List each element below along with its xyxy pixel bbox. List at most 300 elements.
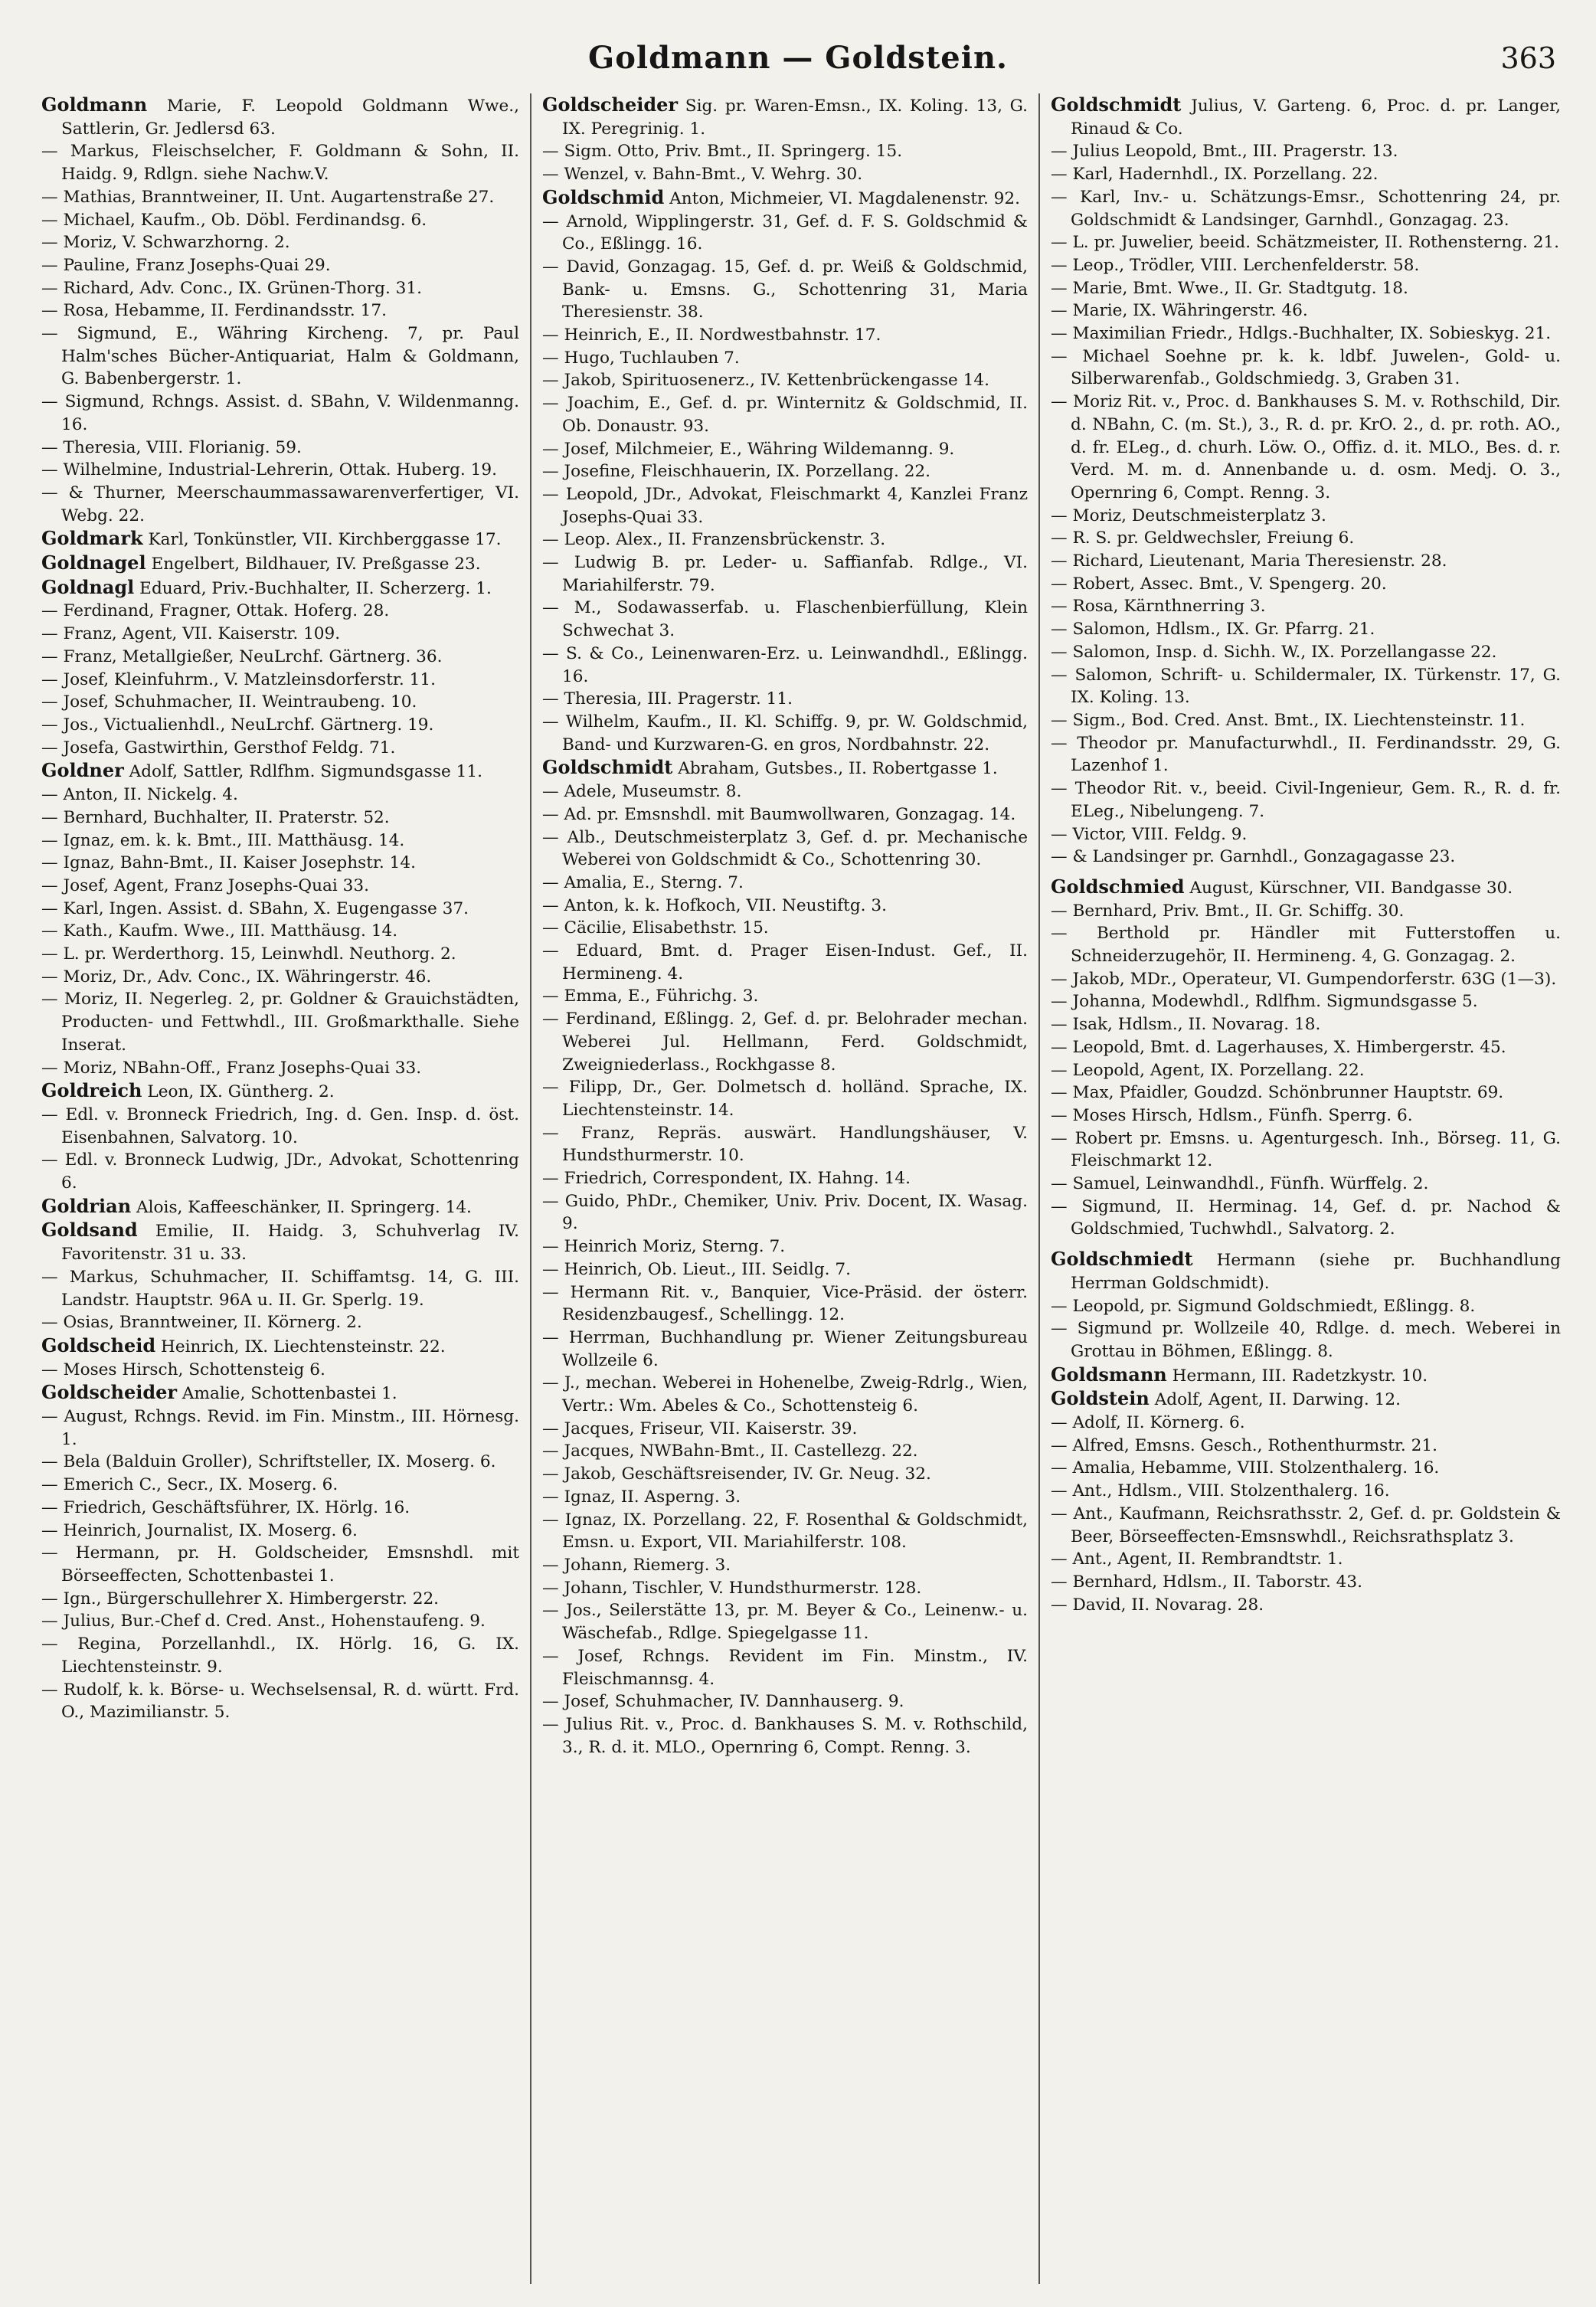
directory-entry bbox=[1051, 345, 1561, 391]
directory-entry bbox=[41, 898, 519, 921]
entry-text: — Bernhard, Priv. Bmt., II. Gr. Schiffg. 30. bbox=[1051, 901, 1405, 921]
directory-entry bbox=[542, 163, 1028, 186]
directory-entry bbox=[1051, 1412, 1561, 1435]
entry-text: — Jakob, MDr., Operateur, VI. Gumpendorferstr. 63G (1—3). bbox=[1051, 969, 1557, 989]
entry-text: — Ferdinand, Fragner, Ottak. Hoferg. 28. bbox=[41, 601, 390, 621]
directory-entry bbox=[542, 985, 1028, 1008]
entry-text: — Josef, Kleinfuhrm., V. Matzleinsdorferstr. 11. bbox=[41, 669, 436, 689]
entry-surname: Goldstein bbox=[1051, 1387, 1150, 1410]
directory-entry bbox=[542, 551, 1028, 597]
entry-text: — Isak, Hdlsm., II. Novarag. 18. bbox=[1051, 1015, 1321, 1035]
directory-entry bbox=[41, 576, 519, 600]
directory-entry bbox=[1051, 1295, 1561, 1318]
directory-entry bbox=[41, 1311, 519, 1334]
directory-entry bbox=[41, 691, 519, 714]
entry-text: — Robert pr. Emsns. u. Agenturgesch. Inh., Börseg. 11, G. Fleischmarkt 12. bbox=[1051, 1128, 1561, 1171]
directory-entry bbox=[542, 1327, 1028, 1372]
directory-entry bbox=[542, 895, 1028, 918]
directory-entry bbox=[41, 1633, 519, 1678]
directory-entry bbox=[1051, 1548, 1561, 1571]
entry-text: — Adolf, II. Körnerg. 6. bbox=[1051, 1413, 1245, 1433]
entry-text: — Kath., Kaufm. Wwe., III. Matthäusg. 14. bbox=[41, 921, 398, 941]
entry-text: Eduard, Priv.-Buchhalter, II. Scherzerg. 1. bbox=[134, 578, 492, 598]
directory-entry bbox=[41, 1149, 519, 1194]
entry-text: Engelbert, Bildhauer, IV. Preßgasse 23. bbox=[146, 555, 481, 574]
entry-text: Adolf, Agent, II. Darwing. 12. bbox=[1149, 1390, 1401, 1410]
directory-entry bbox=[41, 1104, 519, 1149]
directory-entry bbox=[1051, 299, 1561, 322]
entry-text: — Sigmund, Rchngs. Assist. d. SBahn, V. Wildenmanng. 16. bbox=[41, 392, 519, 434]
entry-text: — Michael Soehne pr. k. k. ldbf. Juwelen-, Gold- u. Silberwarenfab., Goldschmiedg. 3, Graben 31. bbox=[1051, 346, 1561, 389]
directory-entry bbox=[542, 688, 1028, 711]
entry-text: — Sigm. Otto, Priv. Bmt., II. Springerg. 15. bbox=[542, 142, 903, 162]
directory-entry bbox=[41, 1610, 519, 1633]
directory-entry bbox=[41, 1451, 519, 1474]
directory-entry bbox=[1051, 573, 1561, 596]
entry-text: — Moriz, NBahn-Off., Franz Josephs-Quai 33. bbox=[41, 1058, 422, 1078]
entry-surname: Goldschmid bbox=[542, 185, 665, 208]
directory-entry bbox=[41, 527, 519, 551]
directory-entry bbox=[1051, 186, 1561, 231]
entry-text: — Moses Hirsch, Schottensteig 6. bbox=[41, 1360, 325, 1379]
entry-text: — Hermann Rit. v., Banquier, Vice-Präsid. der österr. Residenzbaugesf., Schellingg. 12. bbox=[542, 1282, 1028, 1325]
directory-entry bbox=[542, 140, 1028, 163]
directory-entry bbox=[41, 1679, 519, 1724]
directory-entry bbox=[542, 460, 1028, 483]
directory-entry bbox=[41, 646, 519, 669]
directory-entry bbox=[41, 920, 519, 943]
directory-entry bbox=[1051, 641, 1561, 664]
entry-text: — Ferdinand, Eßlingg. 2, Gef. d. pr. Belohrader mechan. Weberei Jul. Hellmann, Ferd. Goldschmidt, Zweigniederlass., Rockhgasse 8. bbox=[542, 1010, 1028, 1075]
directory-entry bbox=[1051, 732, 1561, 777]
directory-entry bbox=[1051, 922, 1561, 967]
directory-entry bbox=[1051, 968, 1561, 991]
entry-text: — Julius, Bur.-Chef d. Cred. Anst., Hohenstaufeng. 9. bbox=[41, 1612, 486, 1631]
directory-entry bbox=[1051, 505, 1561, 528]
entry-text: — Leopold, JDr., Advokat, Fleischmarkt 4, Kanzlei Franz Josephs-Quai 33. bbox=[542, 484, 1028, 527]
directory-entry bbox=[542, 1235, 1028, 1258]
directory-entry bbox=[41, 1057, 519, 1080]
directory-entry bbox=[542, 256, 1028, 324]
entry-text: — Emma, E., Führichg. 3. bbox=[542, 987, 759, 1006]
directory-entry bbox=[542, 1463, 1028, 1486]
entry-text: — Ad. pr. Emsnshdl. mit Baumwollwaren, Gonzagag. 14. bbox=[542, 804, 1016, 824]
directory-entry bbox=[1051, 990, 1561, 1013]
directory-entry bbox=[542, 1577, 1028, 1600]
directory-entry bbox=[41, 1266, 519, 1311]
entry-text: — August, Rchngs. Revid. im Fin. Minstm., III. Hörnesg. 1. bbox=[41, 1407, 519, 1449]
directory-entry bbox=[41, 807, 519, 830]
entry-text: — Leop. Alex., II. Franzensbrückenstr. 3. bbox=[542, 530, 886, 550]
entry-text: — Karl, Hadernhdl., IX. Porzellang. 22. bbox=[1051, 165, 1379, 185]
directory-entry bbox=[1051, 1127, 1561, 1173]
entry-surname: Goldschmidt bbox=[542, 756, 673, 779]
directory-entry bbox=[41, 830, 519, 852]
entry-text: — R. S. pr. Geldwechsler, Freiung 6. bbox=[1051, 528, 1355, 548]
entry-text: — Ant., Kaufmann, Reichsrathsstr. 2, Gef. d. pr. Goldstein & Beer, Börseeffecten-Emsnswhdl., Reichsrathsplatz 3. bbox=[1051, 1504, 1561, 1546]
directory-entry bbox=[1051, 140, 1561, 163]
entry-text: — Salomon, Schrift- u. Schildermaler, IX. Türkenstr. 17, G. IX. Koling. 13. bbox=[1051, 665, 1561, 708]
entry-text: — Heinrich, E., II. Nordwestbahnstr. 17. bbox=[542, 326, 881, 345]
directory-entry bbox=[41, 784, 519, 807]
directory-entry bbox=[1051, 1013, 1561, 1036]
entry-text: — Julius Rit. v., Proc. d. Bankhauses S. M. v. Rothschild, 3., R. d. it. MLO., Opernring 6, Compt. Renng. 3. bbox=[542, 1714, 1028, 1757]
directory-entry bbox=[542, 392, 1028, 437]
entry-text: — Samuel, Leinwandhdl., Fünfh. Würffelg. 2. bbox=[1051, 1174, 1429, 1194]
directory-entry bbox=[542, 1599, 1028, 1644]
entry-text: — Karl, Inv.- u. Schätzungs-Emsr., Schottenring 24, pr. Goldschmidt & Landsinger, Garnhdl., Gonzagag. 23. bbox=[1051, 187, 1561, 230]
page-title: Goldmann — Goldstein. bbox=[588, 40, 1008, 76]
entry-text: — Josef, Agent, Franz Josephs-Quai 33. bbox=[41, 875, 369, 895]
entry-text: — Victor, VIII. Feldg. 9. bbox=[1051, 824, 1248, 844]
directory-entry bbox=[1051, 875, 1561, 900]
entry-text: — Guido, PhDr., Chemiker, Univ. Priv. Docent, IX. Wasag. 9. bbox=[542, 1191, 1028, 1234]
directory-entry bbox=[542, 780, 1028, 803]
directory-entry bbox=[41, 669, 519, 692]
directory-entry bbox=[1051, 550, 1561, 573]
directory-entry bbox=[542, 369, 1028, 392]
entry-text: — Amalia, E., Sterng. 7. bbox=[542, 872, 744, 892]
directory-entry bbox=[542, 1076, 1028, 1121]
entry-text: — Heinrich, Journalist, IX. Moserg. 6. bbox=[41, 1520, 358, 1540]
entry-text: — Rosa, Hebamme, II. Ferdinandsstr. 17. bbox=[41, 301, 387, 321]
directory-entry bbox=[41, 875, 519, 898]
entry-text: — Pauline, Franz Josephs-Quai 29. bbox=[41, 255, 331, 275]
entry-text: — Berthold pr. Händler mit Futterstoffen u. Schneiderzugehör, II. Hermineng. 4, G. Gonzagag. 2. bbox=[1051, 924, 1561, 967]
directory-entry bbox=[1051, 900, 1561, 923]
entry-surname: Goldscheider bbox=[41, 1381, 178, 1404]
entry-text: Karl, Tonkünstler, VII. Kirchberggasse 17. bbox=[142, 530, 502, 550]
entry-surname: Goldner bbox=[41, 759, 124, 782]
entry-text: — Sigmund, II. Herminag. 14, Gef. d. pr. Nachod & Goldschmied, Tuchwhdl., Salvatorg. 2. bbox=[1051, 1196, 1561, 1239]
entry-text: — Theodor Rit. v., beeid. Civil-Ingenieur, Gem. R., R. d. fr. ELeg., Nibelungeng. 7. bbox=[1051, 779, 1561, 821]
directory-entry bbox=[1051, 254, 1561, 277]
directory-entry bbox=[1051, 1571, 1561, 1594]
entry-text: — David, II. Novarag. 28. bbox=[1051, 1595, 1264, 1615]
directory-entry bbox=[41, 93, 519, 140]
entry-text: — Johann, Tischler, V. Hundsthurmerstr. 128. bbox=[542, 1578, 922, 1598]
entry-text: — Heinrich, Ob. Lieut., III. Seidlg. 7. bbox=[542, 1259, 851, 1279]
directory-entry bbox=[41, 1359, 519, 1382]
entry-text: — Eduard, Bmt. d. Prager Eisen-Indust. Gef., II. Hermineng. 4. bbox=[542, 941, 1028, 983]
directory-entry bbox=[542, 93, 1028, 140]
directory-entry bbox=[1051, 93, 1561, 140]
directory-entry bbox=[542, 1690, 1028, 1713]
directory-entry bbox=[1051, 846, 1561, 869]
directory-entry bbox=[1051, 664, 1561, 709]
directory-entry bbox=[542, 1167, 1028, 1190]
entry-text: — Theresia, III. Pragerstr. 11. bbox=[542, 689, 793, 709]
entry-text: — Ignaz, IX. Porzellang. 22, F. Rosenthal & Goldschmidt, Emsn. u. Export, VII. Mariahilferstr. 108. bbox=[542, 1510, 1028, 1553]
directory-entry bbox=[1051, 1457, 1561, 1480]
entry-text: — J., mechan. Weberei in Hohenelbe, Zweig-Rdrlg., Wien, Vertr.: Wm. Abeles & Co., Schottensteig 6. bbox=[542, 1373, 1028, 1416]
page-number: 363 bbox=[1500, 41, 1556, 75]
entry-text: — Moriz, Dr., Adv. Conc., IX. Währingerstr. 46. bbox=[41, 967, 432, 987]
entry-text: — Mathias, Branntweiner, II. Unt. Augartenstraße 27. bbox=[41, 187, 495, 207]
entry-text: Hermann, III. Radetzkystr. 10. bbox=[1166, 1366, 1428, 1386]
directory-entry bbox=[542, 1122, 1028, 1167]
directory-entry bbox=[542, 186, 1028, 211]
entry-text: Hermann (siehe pr. Buchhandlung Herrman Goldschmidt). bbox=[1071, 1251, 1561, 1293]
entry-text: — Rudolf, k. k. Börse- u. Wechselsensal, R. d. württ. Frd. O., Mazimilianstr. 5. bbox=[41, 1680, 519, 1723]
entry-text: Marie, F. Leopold Goldmann Wwe., Sattlerin, Gr. Jedlersd 63. bbox=[61, 97, 519, 139]
directory-entry bbox=[41, 1588, 519, 1611]
entry-text: — Hugo, Tuchlauben 7. bbox=[542, 348, 740, 368]
directory-entry bbox=[1051, 277, 1561, 300]
entry-text: — Markus, Schuhmacher, II. Schiffamtsg. 14, G. III. Landstr. Hauptstr. 96A u. II. Gr. Sperlg. 19. bbox=[41, 1267, 519, 1310]
directory-entry bbox=[41, 1079, 519, 1104]
entry-text: — Johanna, Modewhdl., Rdlfhm. Sigmundsgasse 5. bbox=[1051, 992, 1478, 1012]
directory-entry bbox=[41, 966, 519, 989]
entry-text: — Alb., Deutschmeisterplatz 3, Gef. d. pr. Mechanische Weberei von Goldschmidt & Co., Schottenring 30. bbox=[542, 827, 1028, 870]
entry-text: — Sigmund pr. Wollzeile 40, Rdlge. d. mech. Weberei in Grottau in Böhmen, Eßlingg. 8. bbox=[1051, 1319, 1561, 1361]
entry-text: — Anton, k. k. Hofkoch, VII. Neustiftg. 3. bbox=[542, 895, 887, 915]
directory-entry bbox=[1051, 1503, 1561, 1548]
page-header bbox=[0, 40, 1596, 86]
entry-text: — Filipp, Dr., Ger. Dolmetsch d. holländ. Sprache, IX. Liechtensteinstr. 14. bbox=[542, 1078, 1028, 1120]
entry-text: — Moriz, II. Negerleg. 2, pr. Goldner & Grauichstädten, Producten- und Fettwhdl., III. Großmarkthalle. Siehe Inserat. bbox=[41, 990, 519, 1055]
entry-text: Julius, V. Garteng. 6, Proc. d. pr. Langer, Rinaud & Co. bbox=[1071, 97, 1561, 139]
entry-text: — Jacques, NWBahn-Bmt., II. Castellezg. 22. bbox=[542, 1441, 918, 1461]
directory-entry bbox=[1051, 163, 1561, 186]
entry-text: — Markus, Fleischselcher, F. Goldmann & Sohn, II. Haidg. 9, Rdlgn. siehe Nachw.V. bbox=[41, 142, 519, 185]
directory-entry bbox=[542, 1372, 1028, 1417]
entry-text: Leon, IX. Güntherg. 2. bbox=[142, 1082, 335, 1102]
entry-surname: Goldnagel bbox=[41, 551, 146, 574]
entry-text: Amalie, Schottenbastei 1. bbox=[177, 1384, 397, 1404]
directory-entry bbox=[41, 600, 519, 623]
column-right bbox=[1040, 93, 1571, 2284]
entry-surname: Goldmann bbox=[41, 93, 148, 116]
entry-text: — Jacques, Friseur, VII. Kaiserstr. 39. bbox=[542, 1419, 858, 1438]
entry-text: — Ant., Hdlsm., VIII. Stolzenthalerg. 16. bbox=[1051, 1481, 1390, 1501]
entry-surname: Goldmark bbox=[41, 527, 143, 550]
directory-entry bbox=[542, 438, 1028, 461]
directory-entry bbox=[542, 347, 1028, 370]
entry-text: — Bernhard, Buchhalter, II. Praterstr. 52. bbox=[41, 807, 390, 827]
entry-text: — Edl. v. Bronneck Ludwig, JDr., Advokat, Schottenring 6. bbox=[41, 1150, 519, 1193]
directory-entry bbox=[542, 1509, 1028, 1554]
directory-entry bbox=[41, 1405, 519, 1451]
directory-entry bbox=[41, 322, 519, 391]
entry-text: — Alfred, Emsns. Gesch., Rothenthurmstr. 21. bbox=[1051, 1435, 1437, 1455]
directory-entry bbox=[1051, 777, 1561, 823]
entry-text: — Josef, Schuhmacher, IV. Dannhauserg. 9. bbox=[542, 1692, 904, 1712]
directory-entry bbox=[1051, 391, 1561, 505]
directory-entry bbox=[41, 1334, 519, 1359]
directory-entry bbox=[41, 852, 519, 875]
directory-entry bbox=[542, 756, 1028, 780]
entry-text: — Wilhelm, Kaufm., II. Kl. Schiffg. 9, pr. W. Goldschmid, Band- und Kurzwaren-G. en gros, Nordbahnstr. 22. bbox=[542, 712, 1028, 754]
entry-text: — Wilhelmine, Industrial-Lehrerin, Ottak. Huberg. 19. bbox=[41, 460, 497, 480]
entry-text: — Moses Hirsch, Hdlsm., Fünfh. Sperrg. 6. bbox=[1051, 1105, 1413, 1125]
entry-text: — Josef, Rchngs. Revident im Fin. Minstm., IV. Fleischmannsg. 4. bbox=[542, 1646, 1028, 1689]
directory-entry bbox=[542, 643, 1028, 688]
directory-entry bbox=[542, 528, 1028, 551]
entry-text: — Robert, Assec. Bmt., V. Spengerg. 20. bbox=[1051, 574, 1387, 594]
directory-entry bbox=[1051, 1082, 1561, 1104]
entry-surname: Goldsmann bbox=[1051, 1363, 1167, 1386]
directory-entry bbox=[41, 459, 519, 482]
directory-entry bbox=[542, 1418, 1028, 1441]
entry-text: — Amalia, Hebamme, VIII. Stolzenthalerg. 16. bbox=[1051, 1458, 1440, 1478]
entry-text: — Ignaz, Bahn-Bmt., II. Kaiser Josephstr. 14. bbox=[41, 853, 416, 873]
directory-entry bbox=[542, 872, 1028, 895]
directory-entry bbox=[41, 140, 519, 185]
directory-entry bbox=[542, 324, 1028, 347]
entry-text: Emilie, II. Haidg. 3, Schuhverlag IV. Favoritenstr. 31 u. 33. bbox=[61, 1222, 519, 1265]
directory-entry bbox=[1051, 322, 1561, 345]
directory-entry bbox=[1051, 1363, 1561, 1388]
entry-text: — Johann, Riemerg. 3. bbox=[542, 1556, 731, 1575]
directory-entry bbox=[41, 231, 519, 254]
entry-text: — Moriz, V. Schwarzhorng. 2. bbox=[41, 233, 290, 253]
directory-entry bbox=[41, 277, 519, 300]
entry-text: — Richard, Adv. Conc., IX. Grünen-Thorg. 31. bbox=[41, 278, 423, 298]
directory-entry bbox=[41, 186, 519, 209]
entry-text: — S. & Co., Leinenwaren-Erz. u. Leinwandhdl., Eßlingg. 16. bbox=[542, 643, 1028, 686]
entry-text: — Hermann, pr. H. Goldscheider, Emsnshdl. mit Börseeffecten, Schottenbastei 1. bbox=[41, 1543, 519, 1585]
directory-entry bbox=[1051, 1317, 1561, 1363]
directory-entry bbox=[41, 988, 519, 1056]
entry-text: Adolf, Sattler, Rdlfhm. Sigmundsgasse 11. bbox=[123, 762, 482, 782]
directory-entry bbox=[542, 940, 1028, 985]
entry-text: — Franz, Repräs. auswärt. Handlungshäuser, V. Hundsthurmerstr. 10. bbox=[542, 1123, 1028, 1166]
entry-text: — Friedrich, Geschäftsführer, IX. Hörlg. 16. bbox=[41, 1497, 410, 1517]
entry-text: — Jakob, Geschäftsreisender, IV. Gr. Neug. 32. bbox=[542, 1464, 931, 1484]
directory-entry bbox=[1051, 618, 1561, 641]
directory-entry bbox=[542, 597, 1028, 642]
directory-entry bbox=[542, 803, 1028, 826]
entry-text: — Karl, Ingen. Assist. d. SBahn, X. Eugengasse 37. bbox=[41, 898, 469, 918]
directory-entry bbox=[1051, 1173, 1561, 1196]
entry-text: — Max, Pfaidler, Goudzd. Schönbrunner Hauptstr. 69. bbox=[1051, 1083, 1504, 1103]
entry-surname: Goldschmidt bbox=[1051, 93, 1182, 116]
entry-text: Sig. pr. Waren-Emsn., IX. Koling. 13, G. IX. Peregrinig. 1. bbox=[562, 97, 1028, 139]
entry-text: — Sigmund, E., Währing Kircheng. 7, pr. Paul Halm'sches Bücher-Antiquariat, Halm & Goldmann, G. Babenbergerstr. 1. bbox=[41, 324, 519, 389]
entry-text: — Heinrich Moriz, Sterng. 7. bbox=[542, 1237, 786, 1257]
directory-entry bbox=[41, 1542, 519, 1587]
entry-text: — Ign., Bürgerschullehrer X. Himbergerstr. 22. bbox=[41, 1589, 440, 1608]
directory-entry bbox=[542, 1190, 1028, 1235]
directory-entry bbox=[1051, 1104, 1561, 1127]
directory-entry bbox=[41, 1474, 519, 1497]
entry-surname: Goldnagl bbox=[41, 575, 135, 598]
directory-entry bbox=[41, 299, 519, 322]
directory-entry bbox=[41, 482, 519, 527]
entry-text: — Julius Leopold, Bmt., III. Pragerstr. 13. bbox=[1051, 142, 1398, 162]
directory-entry bbox=[542, 1281, 1028, 1327]
directory-entry bbox=[41, 1520, 519, 1543]
entry-text: — Josefine, Fleischhauerin, IX. Porzellang. 22. bbox=[542, 462, 931, 482]
entry-text: — Sigm., Bod. Cred. Anst. Bmt., IX. Liechtensteinstr. 11. bbox=[1051, 710, 1526, 730]
entry-text: — Theodor pr. Manufacturwhdl., II. Ferdinandsstr. 29, G. Lazenhof 1. bbox=[1051, 733, 1561, 776]
directory-entry bbox=[542, 711, 1028, 756]
directory-entry bbox=[542, 1554, 1028, 1577]
column-middle bbox=[530, 93, 1040, 2284]
directory-entry bbox=[41, 623, 519, 646]
entry-surname: Goldsand bbox=[41, 1219, 138, 1242]
entry-surname: Goldreich bbox=[41, 1079, 142, 1102]
entry-surname: Goldscheid bbox=[41, 1333, 156, 1356]
directory-columns bbox=[31, 93, 1571, 2284]
directory-entry bbox=[542, 1440, 1028, 1463]
directory-entry bbox=[1051, 709, 1561, 732]
entry-text: — Edl. v. Bronneck Friedrich, Ing. d. Gen. Insp. d. öst. Eisenbahnen, Salvatorg. 10. bbox=[41, 1104, 519, 1147]
directory-entry bbox=[41, 391, 519, 436]
directory-entry bbox=[41, 1219, 519, 1265]
directory-entry bbox=[41, 1381, 519, 1405]
entry-text: — Ignaz, II. Asperng. 3. bbox=[542, 1487, 741, 1507]
entry-text: Abraham, Gutsbes., II. Robertgasse 1. bbox=[672, 759, 998, 779]
entry-text: — Josefa, Gastwirthin, Gersthof Feldg. 71. bbox=[41, 738, 396, 758]
directory-entry bbox=[1051, 595, 1561, 618]
entry-text: Heinrich, IX. Liechtensteinstr. 22. bbox=[155, 1337, 446, 1356]
entry-text: — Wenzel, v. Bahn-Bmt., V. Wehrg. 30. bbox=[542, 165, 863, 185]
entry-text: — Theresia, VIII. Florianig. 59. bbox=[41, 437, 302, 457]
directory-entry bbox=[1051, 823, 1561, 846]
entry-text: — Ignaz, em. k. k. Bmt., III. Matthäusg. 14. bbox=[41, 830, 405, 850]
directory-entry bbox=[542, 483, 1028, 528]
entry-text: — Adele, Museumstr. 8. bbox=[542, 782, 742, 802]
entry-text: — & Thurner, Meerschaummassawarenverfertiger, VI. Webg. 22. bbox=[41, 483, 519, 525]
directory-entry bbox=[1051, 1387, 1561, 1412]
entry-text: Anton, Michmeier, VI. Magdalenenstr. 92. bbox=[664, 188, 1021, 208]
entry-text: — Josef, Milchmeier, E., Währing Wildemanng. 9. bbox=[542, 439, 955, 459]
directory-entry bbox=[41, 943, 519, 966]
directory-entry bbox=[1051, 1480, 1561, 1503]
entry-text: — Anton, II. Nickelg. 4. bbox=[41, 785, 238, 805]
entry-text: — M., Sodawasserfab. u. Flaschenbierfüllung, Klein Schwechat 3. bbox=[542, 598, 1028, 641]
directory-entry bbox=[1051, 1036, 1561, 1059]
entry-text: — Ludwig B. pr. Leder- u. Saffianfab. Rdlge., VI. Mariahilferstr. 79. bbox=[542, 553, 1028, 595]
entry-text: — Arnold, Wipplingerstr. 31, Gef. d. F. S. Goldschmid & Co., Eßlingg. 16. bbox=[542, 211, 1028, 254]
entry-text: — Osias, Branntweiner, II. Körnerg. 2. bbox=[41, 1313, 362, 1333]
directory-entry bbox=[1051, 527, 1561, 550]
entry-text: — Jakob, Spirituosenerz., IV. Kettenbrückengasse 14. bbox=[542, 371, 990, 391]
column-left bbox=[31, 93, 530, 2284]
directory-entry bbox=[1051, 1248, 1561, 1294]
directory-entry bbox=[1051, 1594, 1561, 1617]
entry-text: — Marie, Bmt. Wwe., II. Gr. Stadtgutg. 18. bbox=[1051, 278, 1408, 298]
entry-text: — Leopold, pr. Sigmund Goldschmiedt, Eßlingg. 8. bbox=[1051, 1296, 1476, 1316]
directory-entry bbox=[41, 551, 519, 576]
entry-text: — Ant., Agent, II. Rembrandtstr. 1. bbox=[1051, 1549, 1343, 1569]
entry-text: — Friedrich, Correspondent, IX. Hahng. 14. bbox=[542, 1169, 911, 1189]
entry-text: — Salomon, Hdlsm., IX. Gr. Pfarrg. 21. bbox=[1051, 620, 1375, 640]
entry-text: — Cäcilie, Elisabethstr. 15. bbox=[542, 918, 769, 938]
entry-text: — Rosa, Kärnthnerring 3. bbox=[1051, 597, 1266, 617]
directory-entry bbox=[1051, 231, 1561, 254]
entry-text: — & Landsinger pr. Garnhdl., Gonzagagasse 23. bbox=[1051, 847, 1456, 867]
entry-surname: Goldrian bbox=[41, 1194, 132, 1217]
directory-entry bbox=[542, 1008, 1028, 1076]
entry-text: — Herrman, Buchhandlung pr. Wiener Zeitungsbureau Wollzeile 6. bbox=[542, 1327, 1028, 1370]
directory-entry bbox=[41, 209, 519, 232]
directory-entry bbox=[41, 1195, 519, 1219]
directory-entry bbox=[1051, 1059, 1561, 1082]
entry-text: — Franz, Agent, VII. Kaiserstr. 109. bbox=[41, 624, 341, 644]
entry-text: — Joachim, E., Gef. d. pr. Winternitz & Goldschmid, II. Ob. Donaustr. 93. bbox=[542, 394, 1028, 436]
directory-entry bbox=[542, 917, 1028, 940]
directory-entry bbox=[41, 1497, 519, 1520]
directory-entry bbox=[542, 1486, 1028, 1509]
directory-entry bbox=[41, 437, 519, 460]
directory-entry bbox=[542, 1645, 1028, 1690]
directory-entry bbox=[41, 737, 519, 760]
entry-text: — Josef, Schuhmacher, II. Weintraubeng. 10. bbox=[41, 692, 417, 712]
entry-text: — Franz, Metallgießer, NeuLrchf. Gärtnerg. 36. bbox=[41, 646, 443, 666]
